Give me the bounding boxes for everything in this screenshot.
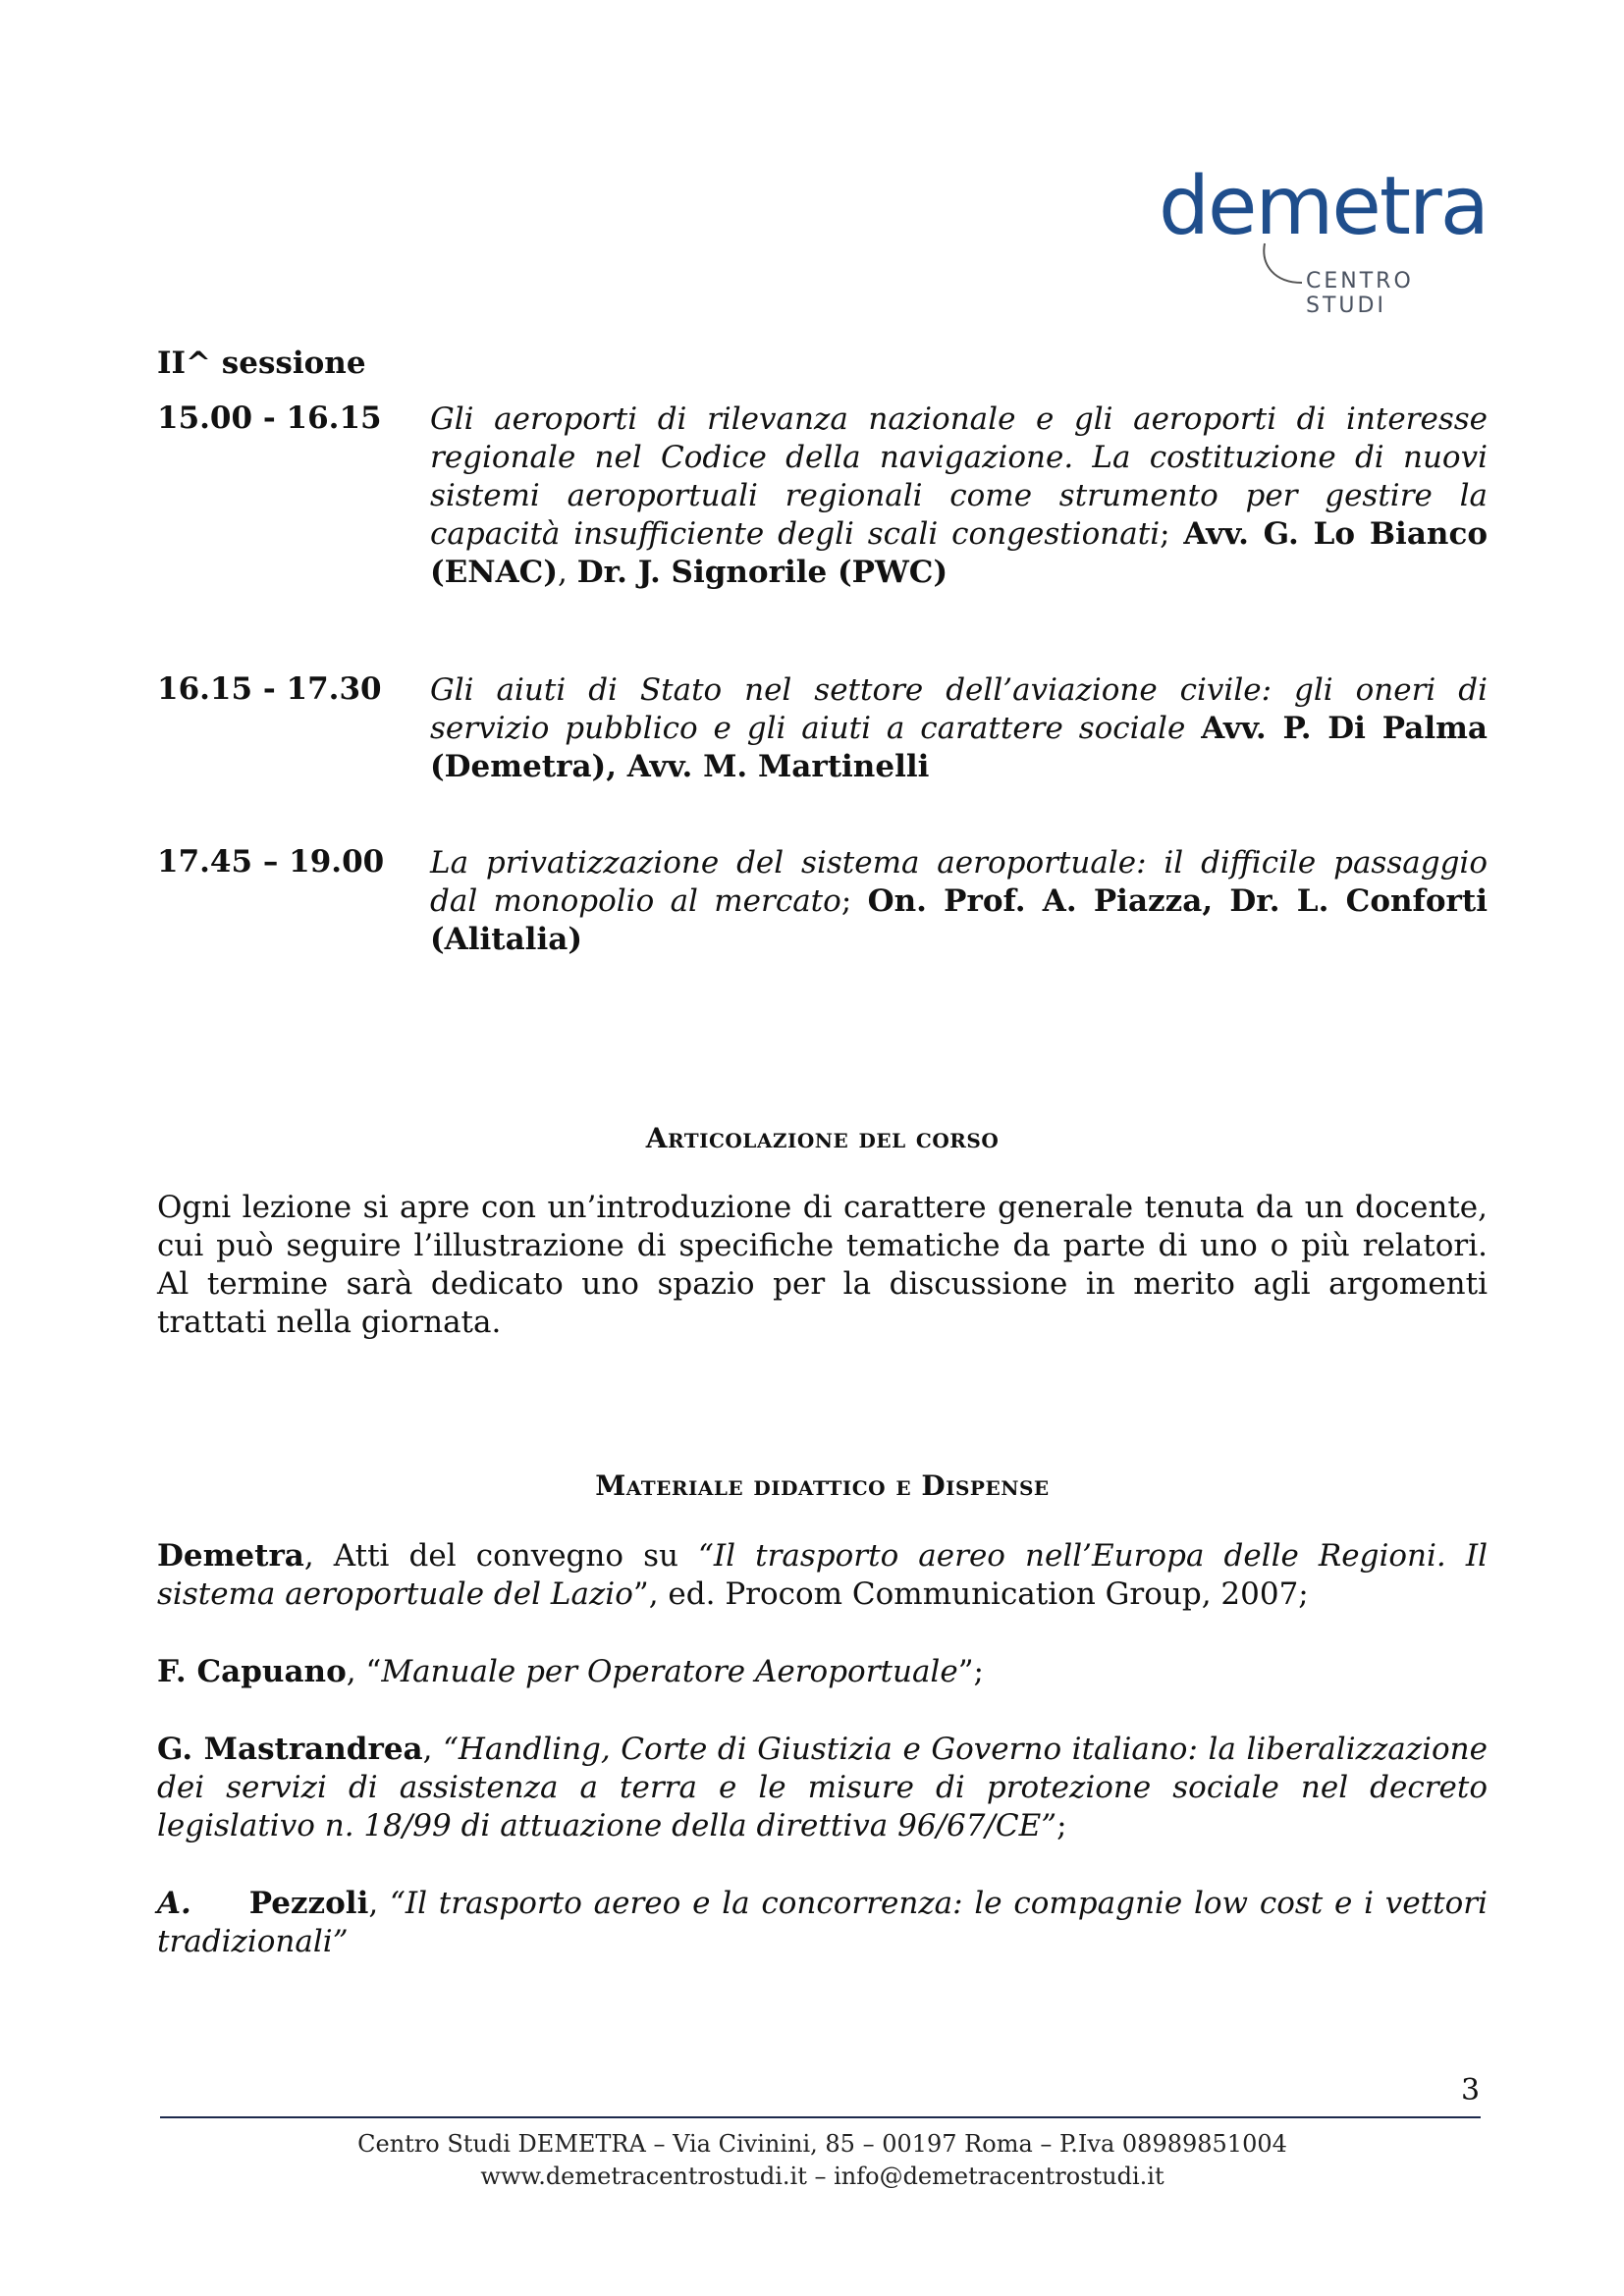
slot-topic: La privatizzazione del sistema aeroportuale: il difficile passaggio dal monopolio al mercato (430, 845, 1488, 919)
reference-item (157, 1885, 1488, 1961)
reference-item (157, 1537, 1488, 1614)
reference-text: , (368, 1886, 390, 1921)
slot-speakers: Avv. P. Di Palma (Demetra), Avv. M. Martinelli (430, 711, 1489, 784)
logo-wordmark: demetra (1159, 160, 1488, 253)
reference-text: ”, ed. Procom Communication Group, 2007; (632, 1576, 1309, 1612)
reference-text: ”; (957, 1654, 984, 1689)
reference-text: ; (1056, 1808, 1067, 1843)
slot-topic: Gli aiuti di Stato nel settore dell’aviazione civile: gli oneri di servizio pubblico e gli aiuti a carattere sociale (430, 672, 1488, 746)
reference-author: G. Mastrandrea (157, 1732, 423, 1767)
slot-time: 17.45 – 19.00 (157, 844, 385, 880)
slot-time: 15.00 - 16.15 (157, 400, 382, 436)
reference-item (157, 1731, 1488, 1845)
slot-speakers: Dr. J. Signorile (PWC) (576, 555, 948, 590)
reference-text: , Atti del convegno su (303, 1538, 699, 1574)
session-label: II^ sessione (157, 346, 366, 381)
reference-text: , (422, 1732, 444, 1767)
slot-separator: , (558, 555, 577, 590)
slot-time: 16.15 - 17.30 (157, 671, 382, 707)
slot-description (430, 671, 1488, 786)
reference-author: Demetra (157, 1538, 304, 1574)
articolazione-paragraph: Ogni lezione si apre con un’introduzione di carattere generale tenuta da un docente, cui può seguire l’illustrazione di specifiche tematiche da parte di uno o più relatori. Al termine sarà dedicato uno spazio per la discussione in merito agli argomenti trattati nella giornata. (157, 1190, 1488, 1340)
slot-description (430, 400, 1488, 592)
slot-separator: ; (840, 883, 868, 919)
slot-speakers: On. Prof. A. Piazza, Dr. L. Conforti (Alitalia) (430, 883, 1488, 957)
reference-title: “Il trasporto aereo nell’Europa delle Regioni. Il sistema aeroportuale del Lazio (157, 1538, 1488, 1612)
slot-description (430, 844, 1488, 959)
reference-text: , “ (346, 1654, 382, 1689)
reference-title: Manuale per Operatore Aeroportuale (381, 1654, 958, 1689)
slot-topic: Gli aeroporti di rilevanza nazionale e gli aeroporti di interesse regionale nel Codice della navigazione. La costituzione di nuovi sistemi aeroportuali regionali come strumento per gestire la capacità insufficiente degli scali congestionati (430, 401, 1488, 552)
demetra-logo (1159, 160, 1488, 318)
reference-author: Pezzoli (248, 1886, 369, 1921)
reference-author: F. Capuano (157, 1654, 347, 1689)
logo-subtitle: CENTRO STUDI (1306, 269, 1414, 318)
slot-speakers: Avv. G. Lo Bianco (ENAC) (430, 516, 1488, 590)
section-heading-materiale: Materiale didattico e Dispense (595, 1469, 1050, 1502)
reference-author-initial: A. (157, 1886, 191, 1921)
slot-separator: ; (1160, 516, 1184, 552)
page-number: 3 (1461, 2073, 1481, 2108)
footer-divider (160, 2116, 1481, 2118)
reference-title: “Handling, Corte di Giustizia e Governo italiano: la liberalizzazione dei servizi di assistenza a terra e le misure di protezione sociale nel decreto legislativo n. 18/99 di attuazione della direttiva 96/67/CE” (157, 1732, 1488, 1843)
footer-address: Centro Studi DEMETRA – Via Civinini, 85 – 00197 Roma – P.Iva 08989851004 (357, 2130, 1287, 2158)
slot-separator (1185, 711, 1201, 746)
footer-contacts: www.demetracentrostudi.it – info@demetracentrostudi.it (480, 2163, 1164, 2190)
section-heading-articolazione: Articolazione del corso (645, 1122, 1000, 1154)
reference-title: “Il trasporto aereo e la concorrenza: le compagnie low cost e i vettori tradizionali” (157, 1886, 1488, 1959)
reference-item (157, 1653, 1488, 1691)
